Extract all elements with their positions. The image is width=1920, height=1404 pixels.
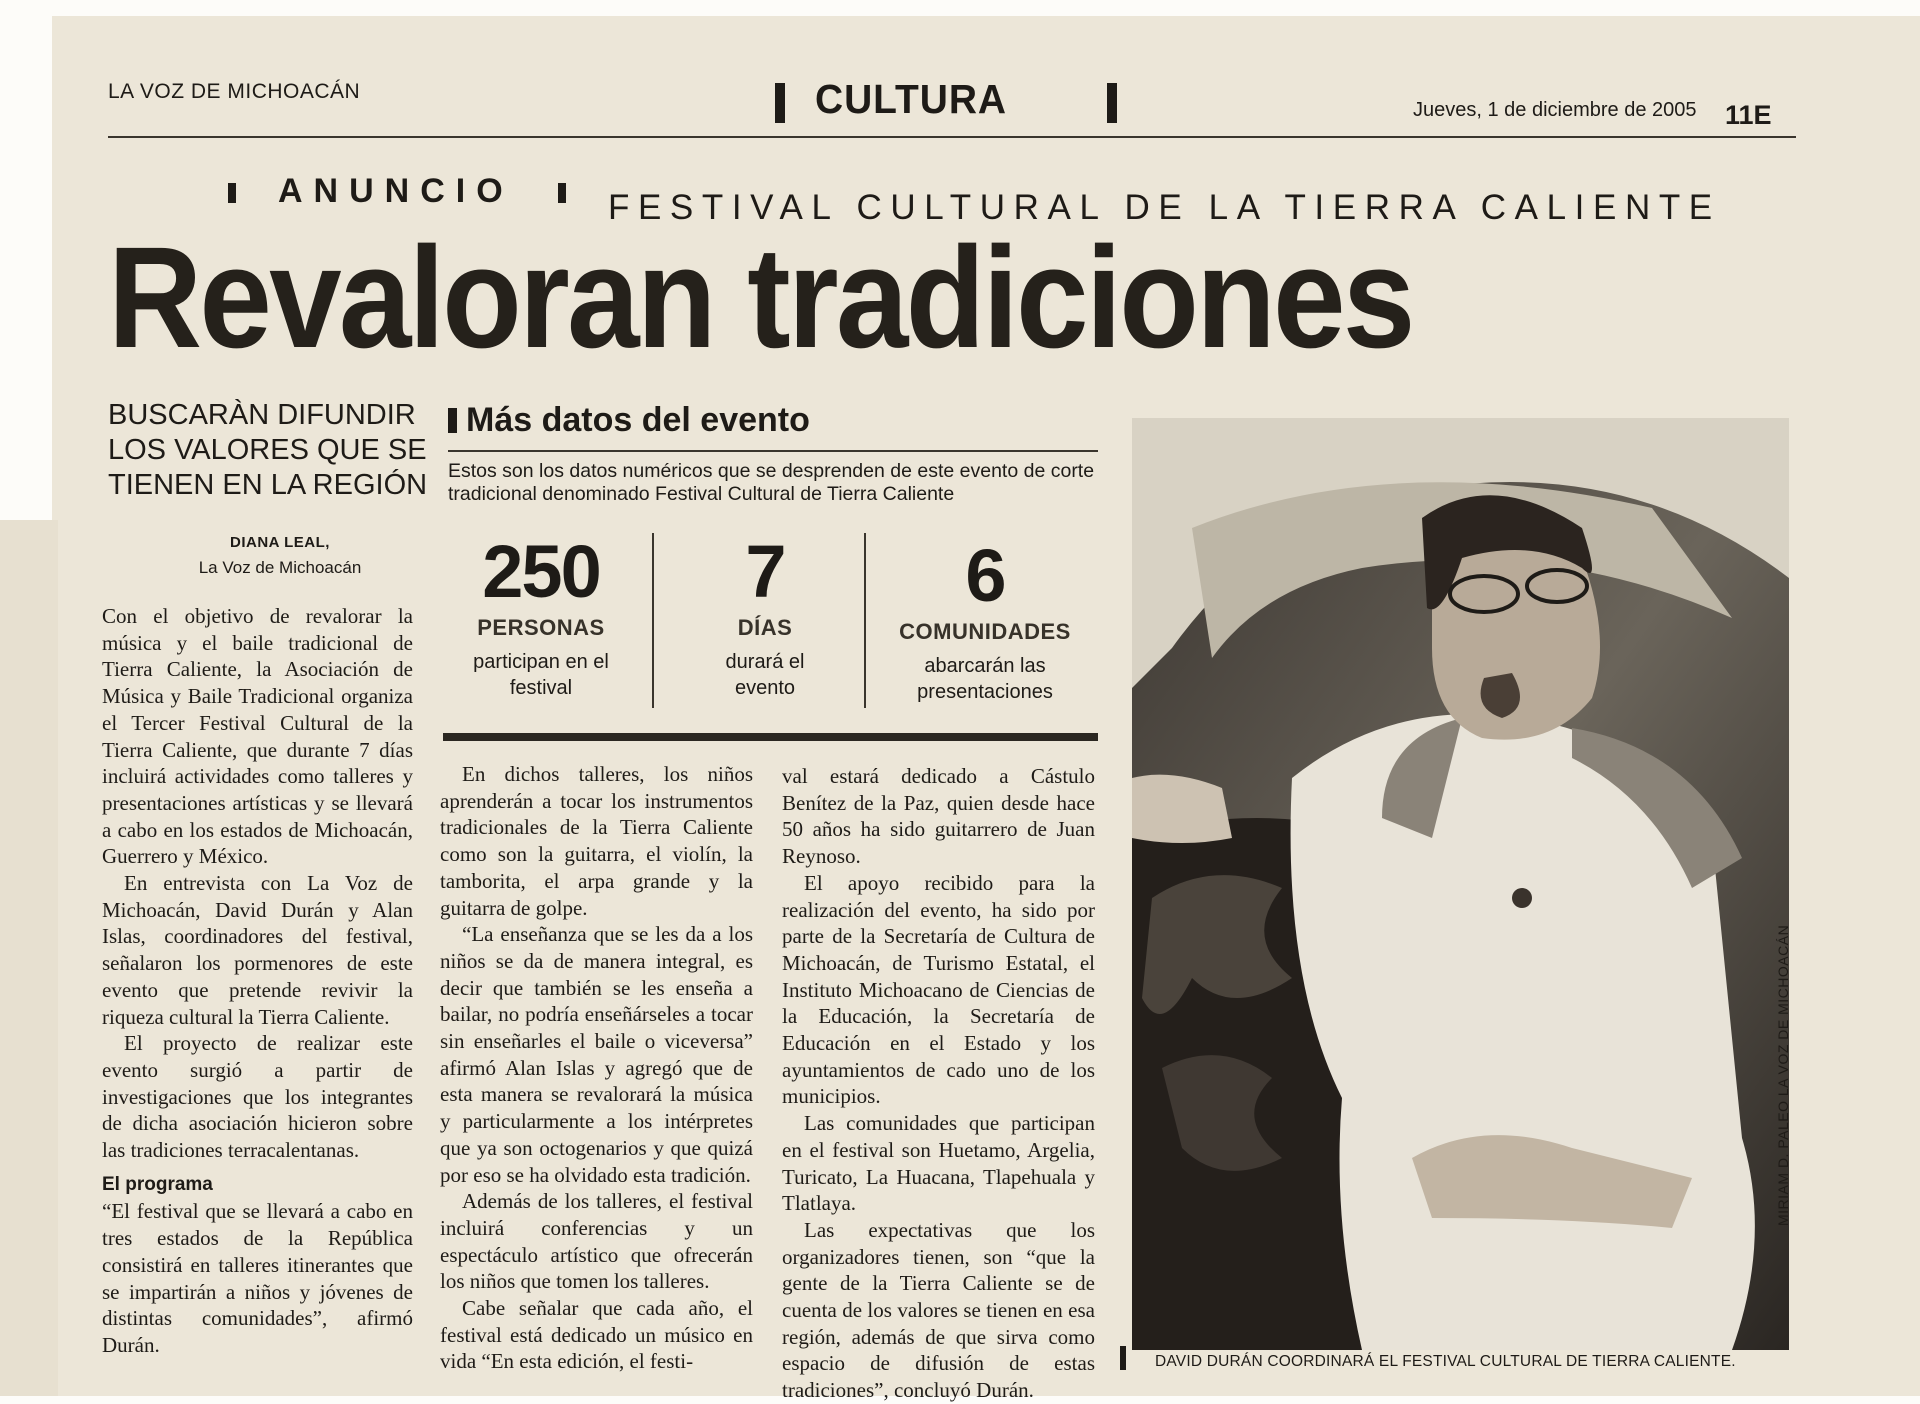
paragraph: Cabe señalar que cada año, el festival está dedicado un músico en vida “En esta edición, el festi- [440,1296,753,1374]
photo-credit: MIRIAM D. PALEO LA VOZ DE MICHOACÁN [1775,924,1791,1226]
infobox-bottom-rule [443,733,1098,741]
article-photo [1132,418,1789,1350]
header-rule [108,136,1796,138]
paragraph: Con el objetivo de revalorar la música y el baile tradicional de Tierra Caliente, la Asociación de Música y Baile Tradicional organiza el Tercer Festival Cultural de la Tierra Caliente, que durante 7 días incluirá actividades como talleres y presentaciones artísticas y se llevará a cabo en los estados de Michoacán, Guerrero y México. [102,604,413,869]
paragraph: El proyecto de realizar este evento surgió a partir de investigaciones que los integrantes de dicha asociación hicieron sobre las tradiciones terracalentanas. [102,1031,413,1163]
kicker-bar-left [228,183,236,203]
photo-illustration [1132,418,1789,1350]
byline-author: DIANA LEAL, [230,534,330,551]
photo-caption: DAVID DURÁN COORDINARÁ EL FESTIVAL CULTURAL DE TIERRA CALIENTE. [1155,1353,1736,1370]
stat-description: abarcarán las presentaciones [917,655,1053,703]
paragraph: En entrevista con La Voz de Michoacán, David Durán y Alan Islas, coordinadores del festival, señalaron los pormenores de este evento que pretende revivir la riqueza cultural la Tierra Caliente. [102,871,413,1029]
page-number: 11E [1725,100,1772,130]
section-label: CULTURA [815,76,1007,122]
stat-comunidades [880,534,1090,705]
article-column-3 [782,763,1095,1404]
infobox-title: Más datos del evento [466,401,810,439]
stat-label: DÍAS [737,615,793,640]
paragraph: val estará dedicado a Cástulo Benítez de la Paz, quien desde hace 50 años ha sido guitarrero de Juan Reynoso. [782,764,1095,869]
infobox-description: Estos son los datos numéricos que se desprenden de este evento de corte tradicional denominado Festival Cultural de Tierra Caliente [448,460,1095,505]
section-bar-right [1107,83,1117,123]
stat-divider [864,533,866,708]
paragraph: Las comunidades que participan en el festival son Huetamo, Argelia, Turicato, La Huacana, Tlapehuala y Tlatlaya. [782,1111,1095,1216]
headline: Revaloran tradiciones [108,217,1413,378]
infobox-bar [448,408,457,433]
paper-edge [0,520,58,1396]
section-bar-left [775,83,785,123]
byline-org: La Voz de Michoacán [198,558,362,577]
kicker-text: FESTIVAL CULTURAL DE LA TIERRA CALIENTE [608,188,1721,227]
article-column-1 [102,603,413,1359]
article-column-2 [440,761,753,1375]
stat-number: 6 [965,534,1005,617]
paragraph: “La enseñanza que se les da a los niños se da de manera integral, es decir que también se les enseña a bailar, no podría enseñárseles a tocar sin enseñarles el baile o viceversa” afirmó Alan Islas y agregó que de esta manera se revalorará la música y particularmente a los intérpretes que ya son octogenarios y que quizá por eso se ha olvidado esta tradición. [440,922,753,1187]
stat-number: 7 [745,530,785,613]
paragraph: En dichos talleres, los niños aprenderán a tocar los instrumentos tradicionales de la Tierra Caliente como son la guitarra, el violín, la tamborita, el arpa grande y la guitarra de golpe. [440,762,753,920]
program-subheading: El programa [102,1173,213,1195]
caption-bar [1120,1346,1126,1370]
publication-name: LA VOZ DE MICHOACÁN [108,80,361,103]
stat-description: durará el evento [725,651,805,699]
kicker-tag: ANUNCIO [278,172,514,210]
stat-number: 250 [482,530,600,613]
stat-description: participan en el festival [473,651,609,699]
stat-label: PERSONAS [477,615,605,640]
stat-personas [436,530,646,701]
paragraph: Las expectativas que los organizadores tienen, son “que la gente de la Tierra Caliente se de cuenta de los valores se tienen en esa región, además de que sirva como espacio de difusión de estas tradiciones”, concluyó Durán. [782,1217,1095,1403]
paragraph: El apoyo recibido para la realización del evento, ha sido por parte de la Secretaría de Cultura de Michoacán, de Turismo Estatal, el Instituto Michoacano de Ciencias de la Educación, la Secretaría de Educación en el Estado y los ayuntamientos de cado uno de los municipios. [782,870,1095,1109]
infobox-rule [448,450,1098,452]
stat-dias [660,530,870,701]
paragraph: “El festival que se llevará a cabo en tres estados de la República consistirá en talleres itinerantes que se impartirán a niños y jóvenes de distintas comunidades”, afirmó Durán. [102,1199,413,1357]
issue-date: Jueves, 1 de diciembre de 2005 [1413,99,1697,121]
kicker-bar-right [558,183,566,203]
stat-divider [652,533,654,708]
paragraph: Además de los talleres, el festival incluirá conferencias y un espectáculo artístico que ofrecerán los niños que tomen los talleres. [440,1189,753,1294]
stat-label: COMUNIDADES [899,619,1071,644]
subhead: BUSCARÀN DIFUNDIR LOS VALORES QUE SE TIENEN EN LA REGIÓN [108,399,428,501]
